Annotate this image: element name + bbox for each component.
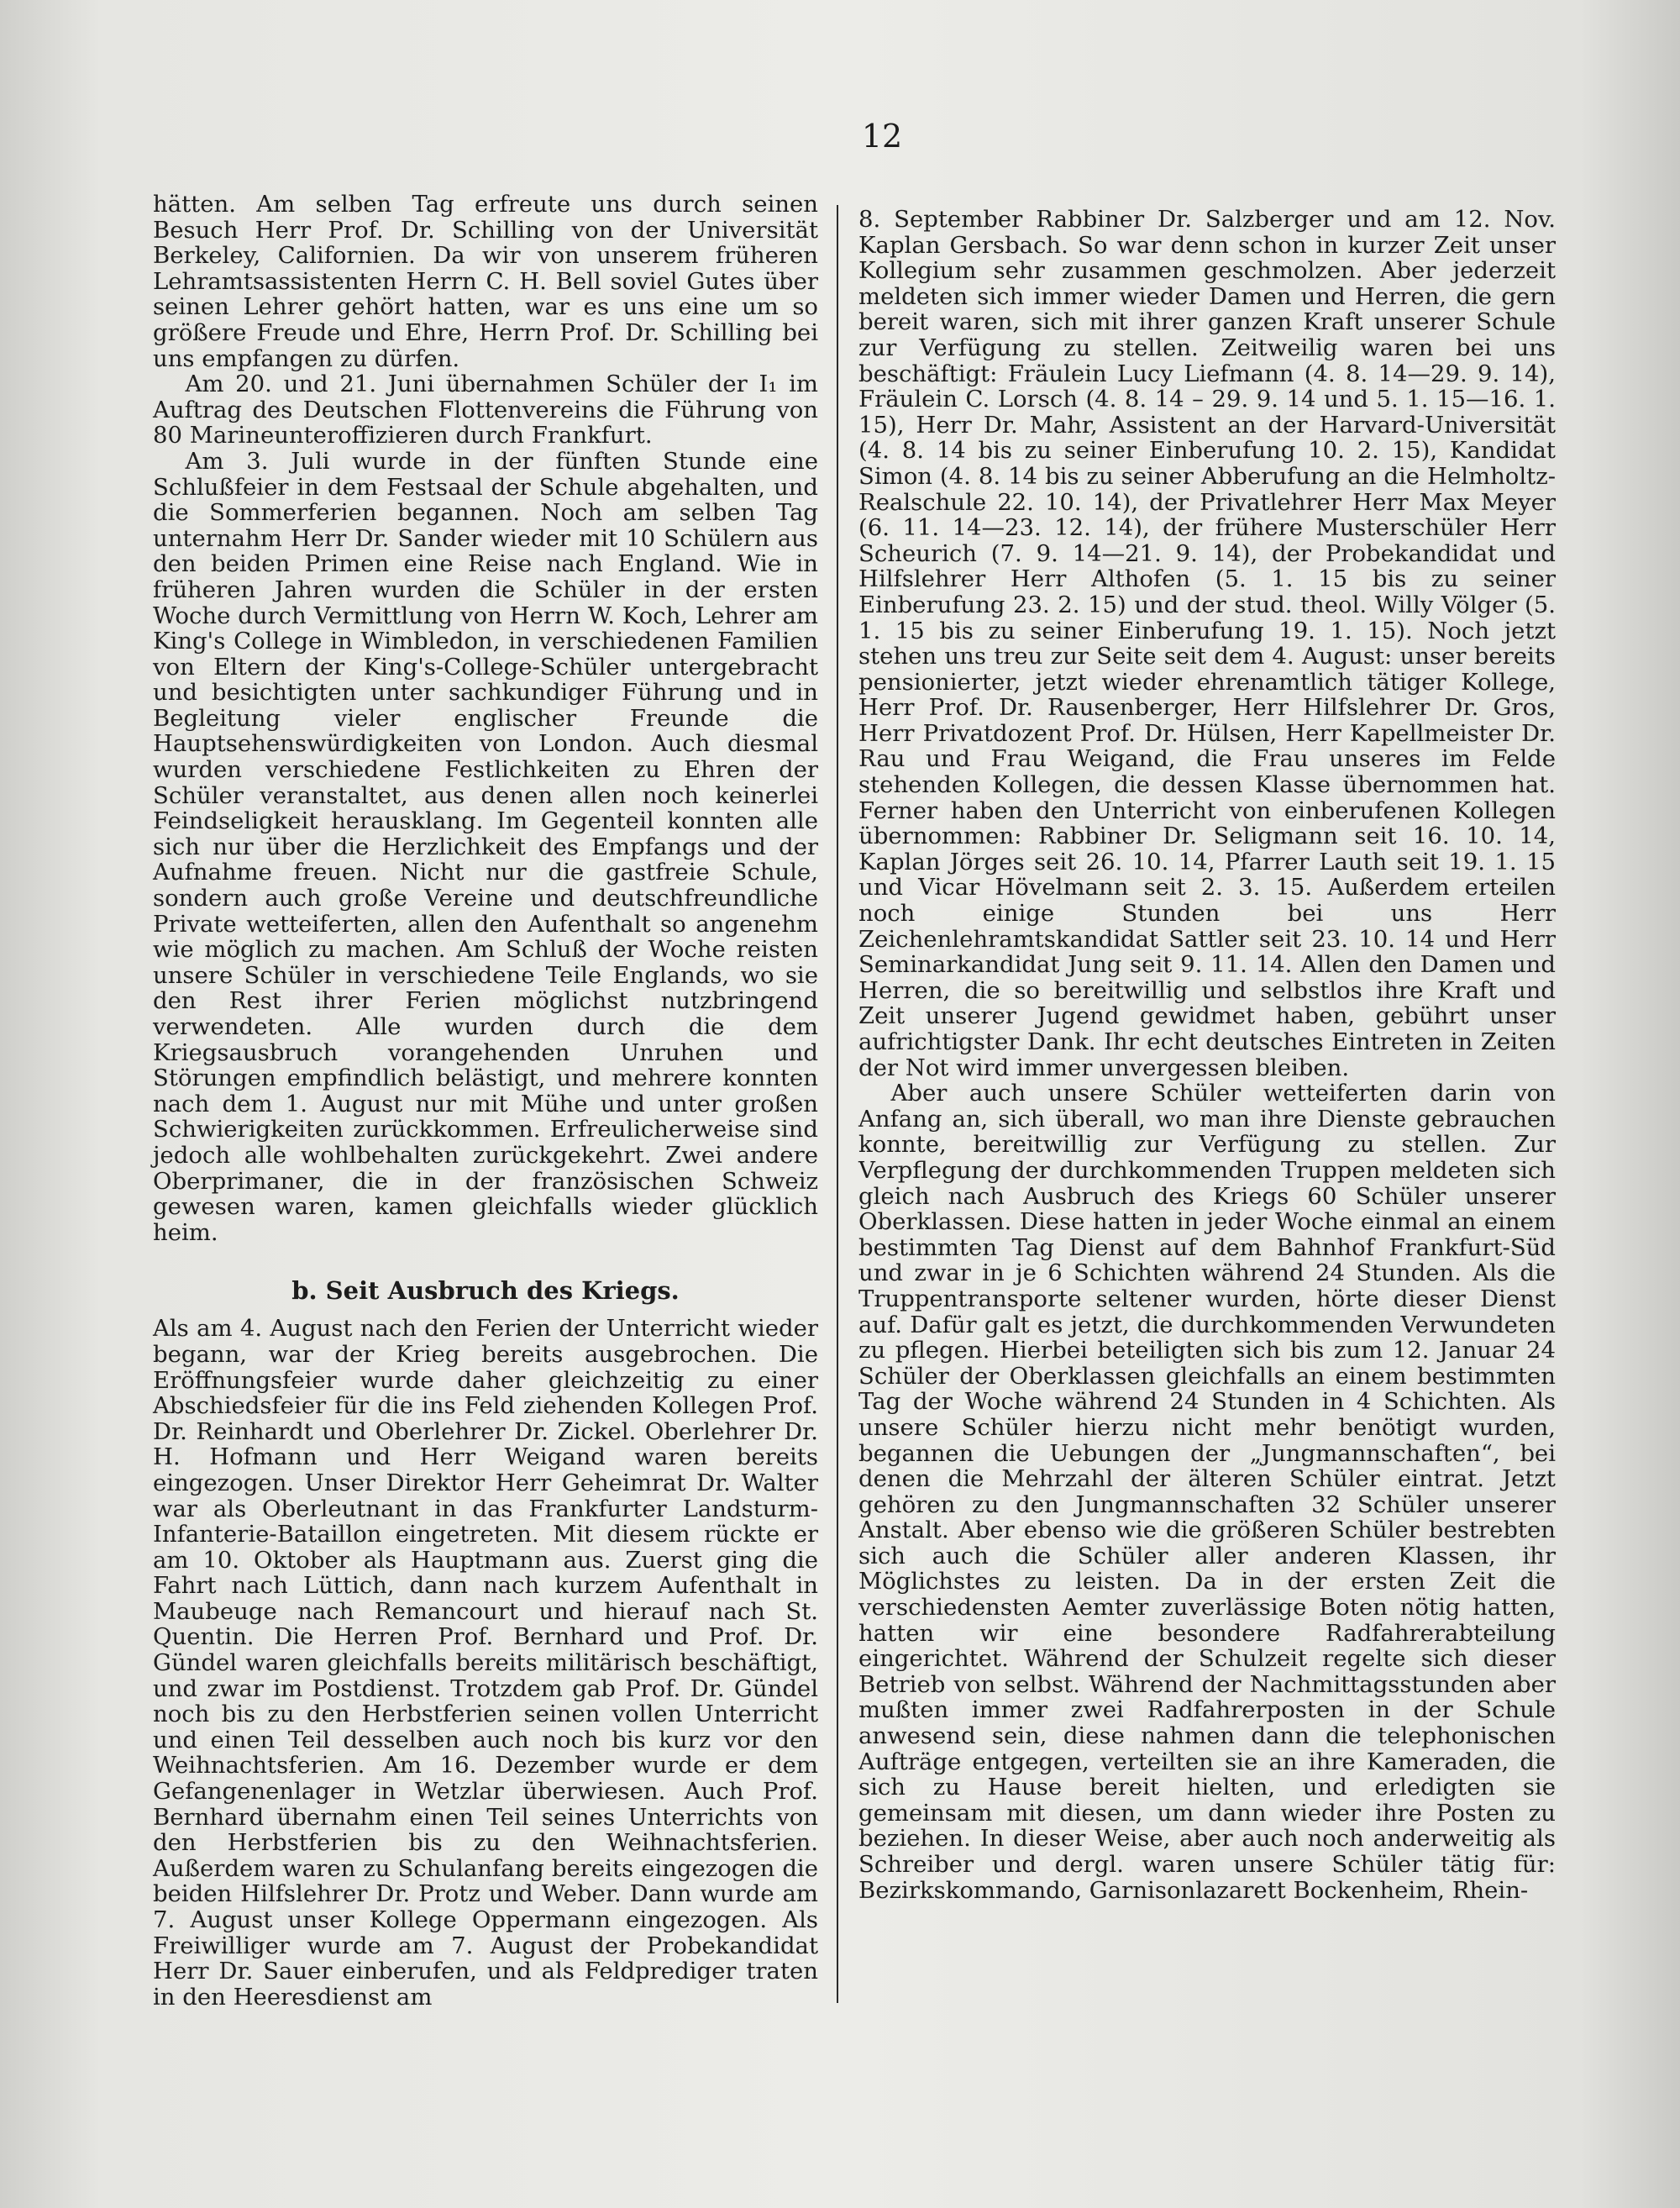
- paragraph: Am 20. und 21. Juni übernahmen Schüler der I₁ im Auftrag des Deutschen Flottenvereins die Führung von 80 Marineunteroffizieren durch Frankfurt.: [153, 371, 818, 449]
- paragraph: Als am 4. August nach den Ferien der Unterricht wieder begann, war der Krieg bereits ausgebrochen. Die Eröffnungsfeier wurde daher gleichzeitig zu einer Abschiedsfeier für die ins Feld ziehenden Kollegen Prof. Dr. Reinhardt und Oberlehrer Dr. Zickel. Oberlehrer Dr. H. Hofmann und Herr Weigand waren bereits eingezogen. Unser Direktor Herr Geheimrat Dr. Walter war als Oberleutnant in das Frankfurter Landsturm-Infanterie-Bataillon eingetreten. Mit diesem rückte er am 10. Oktober als Hauptmann aus. Zuerst ging die Fahrt nach Lüttich, dann nach kurzem Aufenthalt in Maubeuge nach Remancourt und hierauf nach St. Quentin. Die Herren Prof. Bernhard und Prof. Dr. Gündel waren gleichfalls bereits militärisch beschäftigt, und zwar im Postdienst. Trotzdem gab Prof. Dr. Gündel noch bis zu den Herbstferien seinen vollen Unterricht und einen Teil desselben auch noch bis kurz vor den Weihnachtsferien. Am 16. Dezember wurde er dem Gefangenenlager in Wetzlar überwiesen. Auch Prof. Bernhard übernahm einen Teil seines Unterrichts von den Herbstferien bis zu den Weihnachtsferien. Außerdem waren zu Schulanfang bereits eingezogen die beiden Hilfslehrer Dr. Protz und Weber. Dann wurde am 7. August unser Kollege Oppermann eingezogen. Als Freiwilliger wurde am 7. August der Probekandidat Herr Dr. Sauer einberufen, und als Feldprediger traten in den Heeresdienst am: [153, 1315, 818, 2011]
- paragraph: 8. September Rabbiner Dr. Salzberger und am 12. Nov. Kaplan Gersbach. So war denn schon in kurzer Zeit unser Kollegium sehr zusammen geschmolzen. Aber jederzeit meldeten sich immer wieder Damen und Herren, die gern bereit waren, sich mit ihrer ganzen Kraft unserer Schule zur Verfügung zu stellen. Zeitweilig waren bei uns beschäftigt: Fräulein Lucy Liefmann (4. 8. 14—29. 9. 14), Fräulein C. Lorsch (4. 8. 14 – 29. 9. 14 und 5. 1. 15—16. 1. 15), Herr Dr. Mahr, Assistent an der Harvard-Universität (4. 8. 14 bis zu seiner Einberufung 10. 2. 15), Kandidat Simon (4. 8. 14 bis zu seiner Abberufung an die Helmholtz-Realschule 22. 10. 14), der Privatlehrer Herr Max Meyer (6. 11. 14—23. 12. 14), der frühere Musterschüler Herr Scheurich (7. 9. 14—21. 9. 14), der Probekandidat und Hilfslehrer Herr Althofen (5. 1. 15 bis zu seiner Einberufung 23. 2. 15) und der stud. theol. Willy Völger (5. 1. 15 bis zu seiner Einberufung 19. 1. 15). Noch jetzt stehen uns treu zur Seite seit dem 4. August: unser bereits pensionierter, jetzt wieder ehrenamtlich tätiger Kollege, Herr Prof. Dr. Rausenberger, Herr Hilfslehrer Dr. Gros, Herr Privatdozent Prof. Dr. Hülsen, Herr Kapellmeister Dr. Rau und Frau Weigand, die Frau unseres im Felde stehenden Kollegen, die dessen Klasse übernommen hat. Ferner haben den Unterricht von einberufenen Kollegen übernommen: Rabbiner Dr. Seligmann seit 16. 10. 14, Kaplan Jörges seit 26. 10. 14, Pfarrer Lauth seit 19. 1. 15 und Vicar Hövelmann seit 2. 3. 15. Außerdem erteilen noch einige Stunden bei uns Herr Zeichenlehramtskandidat Sattler seit 23. 10. 14 und Herr Seminarkandidat Jung seit 9. 11. 14. Allen den Damen und Herren, die so bereitwillig und selbstlos ihre Kraft und Zeit unserer Jugend gewidmet haben, gebührt unser aufrichtigster Dank. Ihr echt deutsches Eintreten in Zeiten der Not wird immer unvergessen bleiben.: [858, 206, 1556, 1081]
- paragraph: hätten. Am selben Tag erfreute uns durch seinen Besuch Herr Prof. Dr. Schilling von der Universität Berkeley, Californien. Da wir von unserem früheren Lehramtsassistenten Herrn C. H. Bell soviel Gutes über seinen Lehrer gehört hatten, war es uns eine um so größere Freude und Ehre, Herrn Prof. Dr. Schilling bei uns empfangen zu dürfen.: [153, 191, 818, 372]
- paragraph: Am 3. Juli wurde in der fünften Stunde eine Schlußfeier in dem Festsaal der Schule abgehalten, und die Sommerferien begannen. Noch am selben Tag unternahm Herr Dr. Sander wieder mit 10 Schülern aus den beiden Primen eine Reise nach England. Wie in früheren Jahren wurden die Schüler in der ersten Woche durch Vermittlung von Herrn W. Koch, Lehrer am King's College in Wimbledon, in verschiedenen Familien von Eltern der King's-College-Schüler untergebracht und besichtigten unter sachkundiger Führung und in Begleitung vieler englischer Freunde die Hauptsehenswürdigkeiten von London. Auch diesmal wurden verschiedene Festlichkeiten zu Ehren der Schüler veranstaltet, aus denen allen noch keinerlei Feindseligkeit herausklang. Im Gegenteil konnten alle sich nur über die Herzlichkeit des Empfangs und der Aufnahme freuen. Nicht nur die gastfreie Schule, sondern auch große Vereine und deutschfreundliche Private wetteiferten, allen den Aufenthalt so angenehm wie möglich zu machen. Am Schluß der Woche reisten unsere Schüler in verschiedene Teile Englands, wo sie den Rest ihrer Ferien möglichst nutzbringend verwendeten. Alle wurden durch die dem Kriegsausbruch vorangehenden Unruhen und Störungen empfindlich belästigt, und mehrere konnten nach dem 1. August nur mit Mühe und unter großen Schwierigkeiten zurückkommen. Erfreulicherweise sind jedoch alle wohlbehalten zurückgekehrt. Zwei andere Oberprimaner, die in der französischen Schweiz gewesen waren, kamen gleichfalls wieder glücklich heim.: [153, 447, 818, 1246]
- left-column: [153, 192, 818, 2010]
- column-divider: [837, 205, 838, 2003]
- right-column: [858, 207, 1556, 1903]
- paragraph: Aber auch unsere Schüler wetteiferten darin von Anfang an, sich überall, wo man ihre Dienste gebrauchen konnte, bereitwillig zur Verfügung zu stellen. Zur Verpflegung der durchkommenden Truppen meldeten sich gleich nach Ausbruch des Kriegs 60 Schüler unserer Oberklassen. Diese hatten in jeder Woche einmal an einem bestimmten Tag Dienst auf dem Bahnhof Frankfurt-Süd und zwar in je 6 Schichten während 24 Stunden. Als die Truppentransporte seltener wurden, hörte dieser Dienst auf. Dafür galt es jetzt, die durchkommenden Verwundeten zu pflegen. Hierbei beteiligten sich bis zum 12. Januar 24 Schüler der Oberklassen gleichfalls an einem bestimmten Tag der Woche während 24 Stunden in 4 Schichten. Als unsere Schüler hierzu nicht mehr benötigt wurden, begannen die Uebungen der „Jungmannschaften“, bei denen die Mehrzahl der älteren Schüler eintrat. Jetzt gehören zu den Jungmannschaften 32 Schüler unserer Anstalt. Aber ebenso wie die größeren Schüler bestrebten sich auch die Schüler aller anderen Klassen, ihr Möglichstes zu leisten. Da in der ersten Zeit die verschiedensten Aemter zuverlässige Boten nötig hatten, hatten wir eine besondere Radfahrerabteilung eingerichtet. Während der Schulzeit regelte sich dieser Betrieb von selbst. Während der Nachmittagsstunden aber mußten immer zwei Radfahrerposten in der Schule anwesend sein, diese nahmen dann die telephonischen Aufträge entgegen, verteilten sie an ihre Kameraden, die sich zu Hause bereit hielten, und erledigten sie gemeinsam mit diesen, um dann wieder ihre Posten zu beziehen. In dieser Weise, aber auch noch anderweitig als Schreiber und dergl. waren unsere Schüler tätig für: Bezirkskommando, Garnisonlazarett Bockenheim, Rhein-: [858, 1080, 1556, 1904]
- page-number: 12: [861, 118, 903, 155]
- section-heading: b. Seit Ausbruch des Kriegs.: [291, 1276, 680, 1306]
